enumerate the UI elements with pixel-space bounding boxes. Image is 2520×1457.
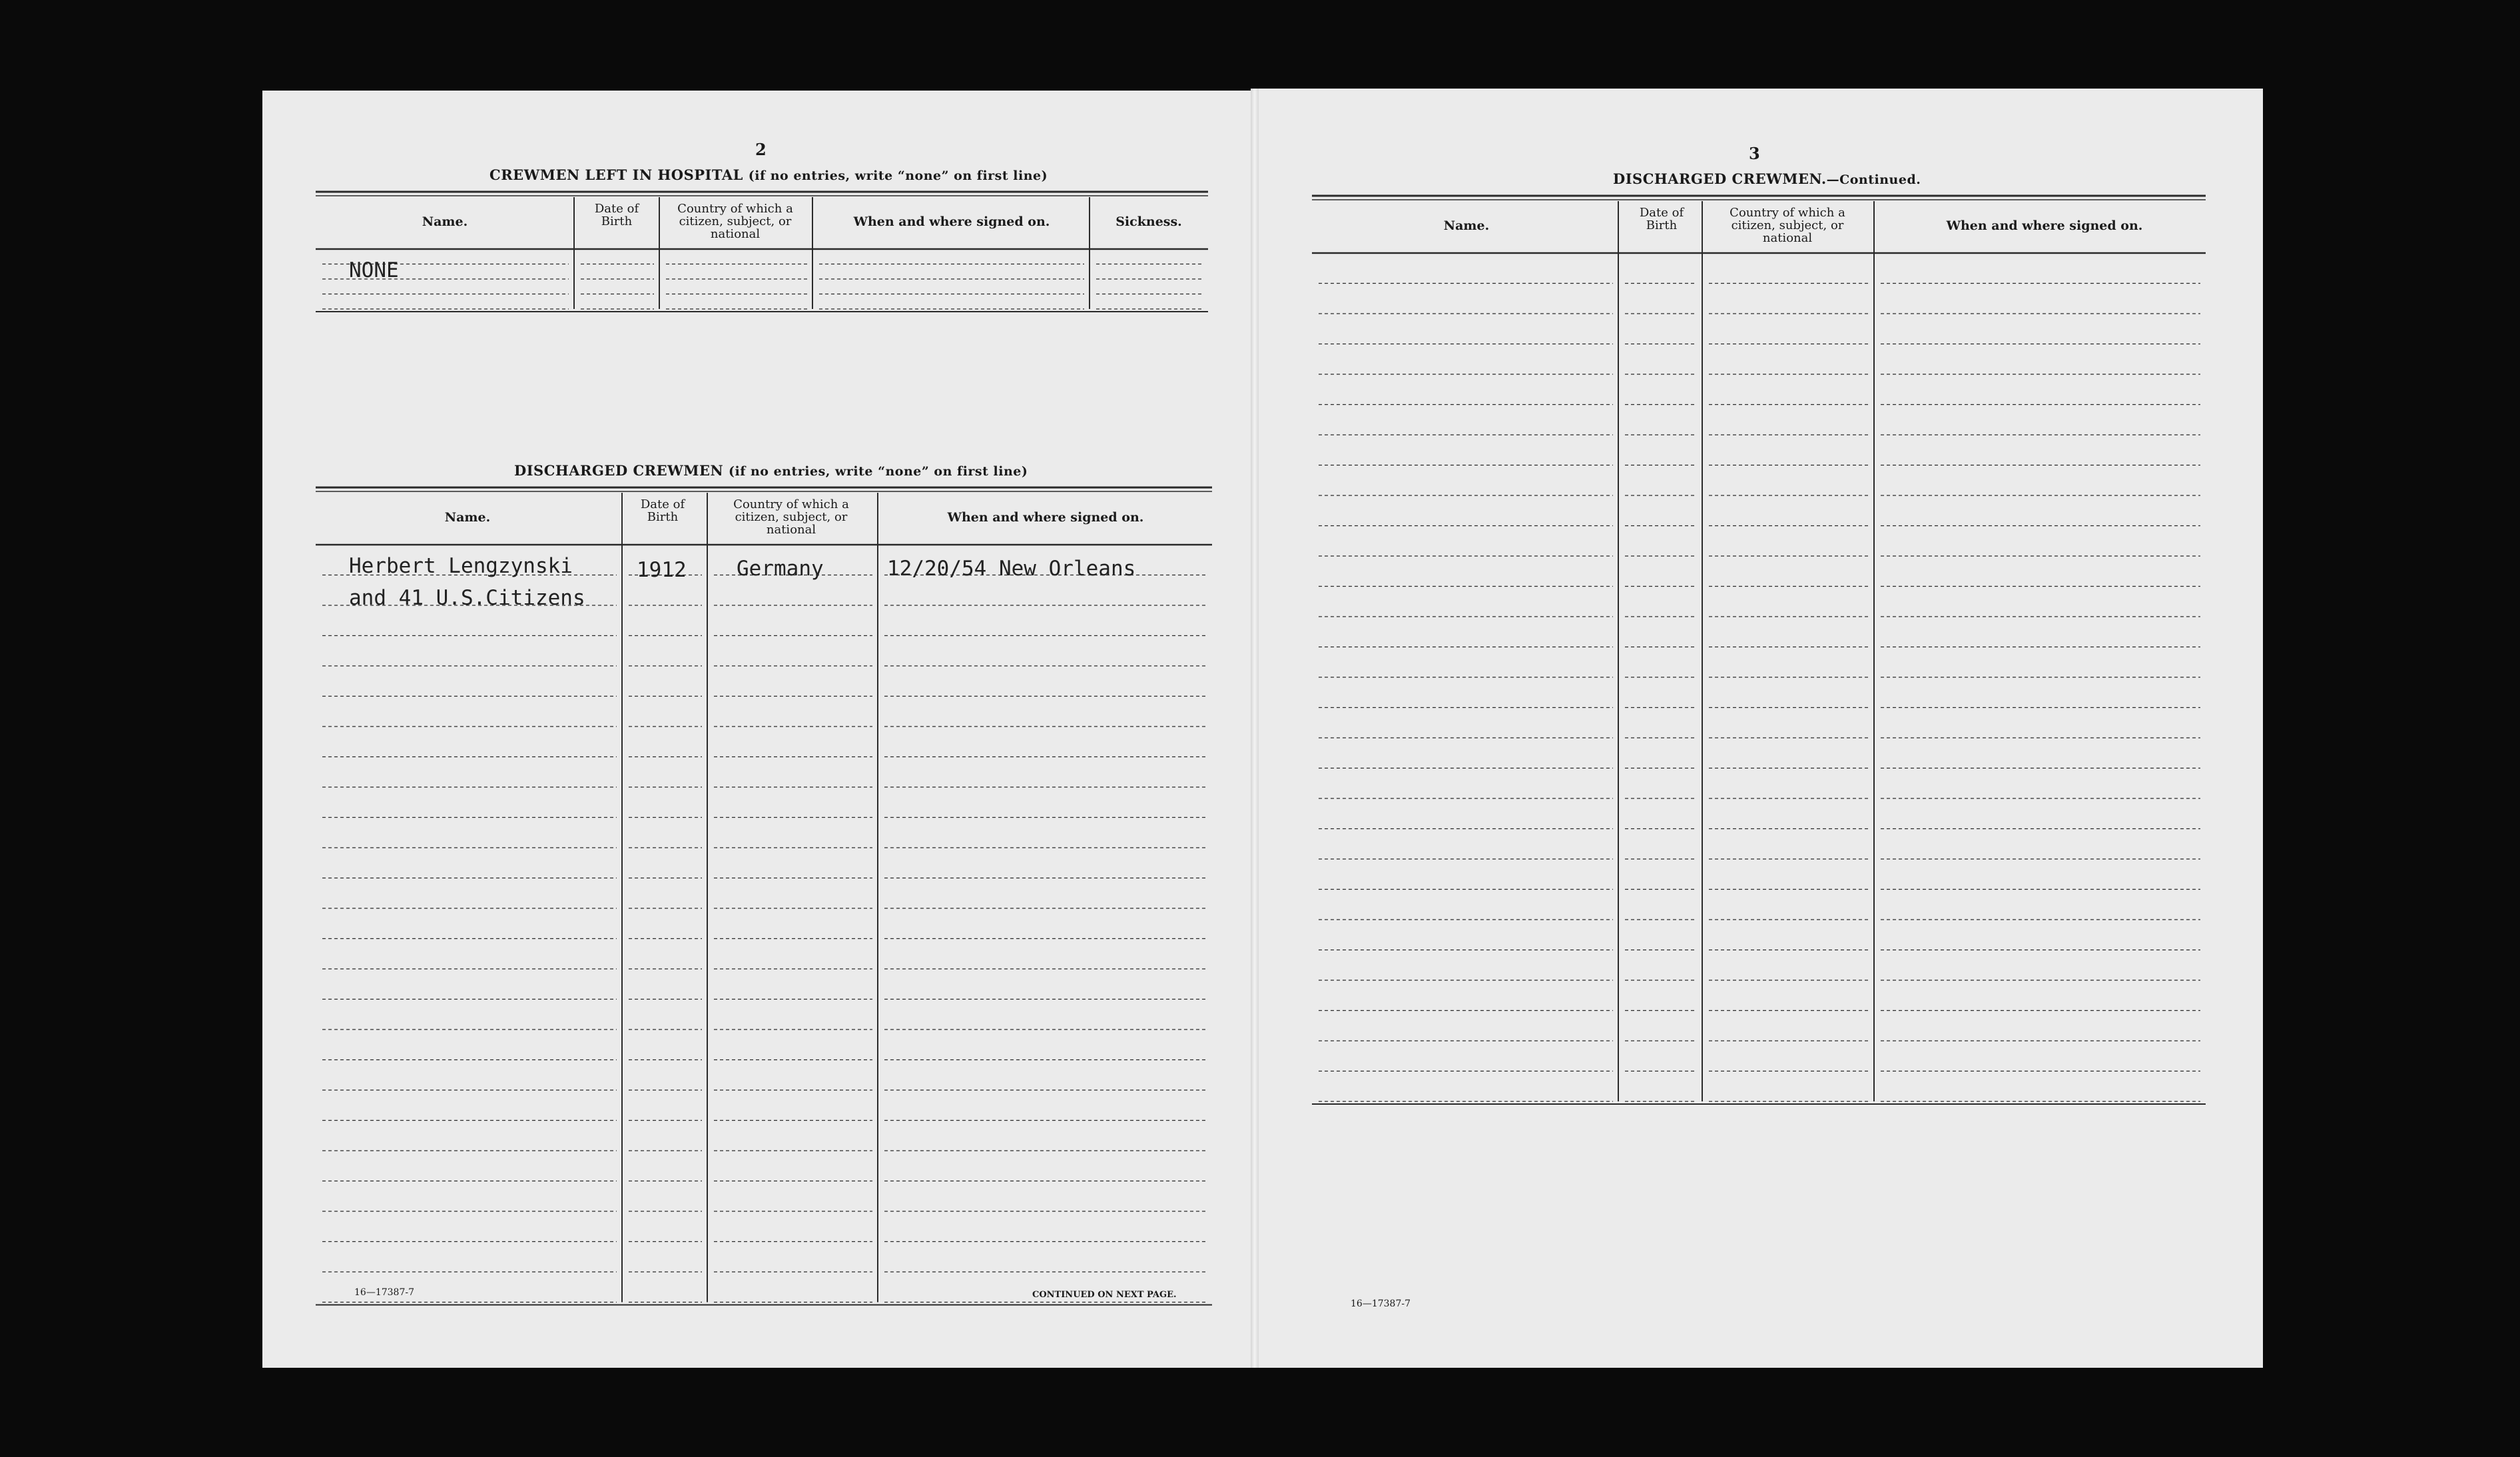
discharged-header-signed-on: When and where signed on. [947, 510, 1144, 525]
hospital-title: CREWMEN LEFT IN HOSPITAL (if no entries, write “none” on first line) [489, 166, 1048, 183]
right-header-name: Name. [1443, 218, 1490, 233]
right-header-signed-on: When and where signed on. [1946, 218, 2143, 233]
hospital-header-dob: Date of Birth [594, 202, 639, 228]
discharged-row-1-signed-on: 12/20/54 New Orleans [887, 557, 1136, 581]
discharged-row-1-country: Germany [737, 557, 824, 581]
discharged-row-2-name: and 41 U.S.Citizens [349, 586, 585, 610]
discharged-header-dob: Date of Birth [640, 497, 685, 524]
hospital-row-1-name: NONE [349, 258, 399, 282]
hospital-header-signed-on: When and where signed on. [853, 214, 1050, 229]
right-header-country: Country of which a citizen, subject, or national [1730, 206, 1845, 245]
hospital-header-name: Name. [422, 214, 468, 229]
discharged-header-name: Name. [444, 510, 491, 525]
right-page-number: 3 [1749, 144, 1760, 163]
hospital-header-sickness: Sickness. [1115, 214, 1182, 229]
discharged-header-country: Country of which a citizen, subject, or national [733, 497, 849, 537]
discharged-title: DISCHARGED CREWMEN (if no entries, write “none” on first line) [514, 462, 1028, 479]
continued-note: CONTINUED ON NEXT PAGE. [1032, 1290, 1177, 1300]
right-header-dob: Date of Birth [1639, 206, 1684, 232]
right-page-title: DISCHARGED CREWMEN.—Continued. [1613, 170, 1921, 187]
left-form-number: 16—17387-7 [354, 1287, 414, 1298]
right-form-number: 16—17387-7 [1351, 1299, 1411, 1309]
discharged-row-1-dob: 1912 [637, 558, 687, 582]
left-page-number: 2 [755, 140, 767, 159]
hospital-header-country: Country of which a citizen, subject, or national [677, 202, 793, 241]
discharged-row-1-name: Herbert Lengzynski [349, 554, 573, 578]
